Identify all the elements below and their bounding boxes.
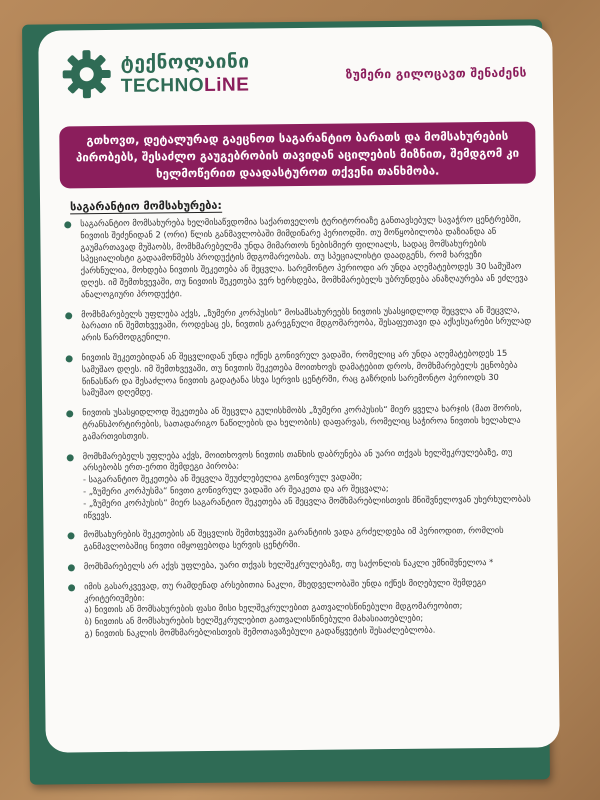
- list-item-text: მომხმარებელს უფლება აქვს, მოითხოვოს ნივთის თანხის დაბრუნება ან უარი თქვას ხელშეკრულებაზე, თუ არსებობს ერთ-ერთი შემდეგი პირობა: - საგარანტიო შეკეთება ან შეცვლა შეუძლებელია გონივრულ ვადაში; - „ზუმერი კორპუსმა“ ნივთი გონივრულ ვადაში არ შეაკეთა და არ შეცვალა; - „ზუმერი კორპუსის“ მიერ საგარანტიო შეკეთება ან შეცვლა მომხმარებლისთვის მნიშვნელოვან უხერხულობას იწვევს.: [82, 446, 531, 520]
- list-item-text: ნივთის უსასყიდლოდ შეკეთება ან შეცვლა გულისხმობს „ზუმერი კორპუსის“ მიერ ყველა ხარჯის (მათ შორის, ტრანსპორტირების, სათადარიგო ნაწილების და ხელობის) დაფარვას, რომელიც საჭიროა ნივთის ხელახლა გამართვისთვის.: [82, 402, 523, 442]
- technoline-logo: [58, 42, 289, 104]
- warranty-terms-list: [62, 214, 536, 649]
- bullet-icon: [66, 355, 73, 362]
- logo-latin-line: LiNE: [203, 74, 250, 96]
- logo-georgian-text: ტექნოლაინი: [120, 50, 250, 74]
- logo-latin-text: [121, 75, 250, 98]
- bullet-icon: [67, 454, 74, 461]
- header: [58, 40, 533, 107]
- list-item-text: იმის გასარკვევად, თუ რამდენად არსებითია ნაკლი, მხედველობაში უნდა იქნეს მიღებული შემდეგი კრიტერიუმები: ა) ნივთის ან მომსახურების ფასი მისი ხელშეკრულებით გათვალისწინებული მდგომარეობით; ბ) ნივთის ან მომსახურების ხელშეკრულებით გათვალისწინებული მახასიათებლები; გ) ნივთის ნაკლის მომხმარებლისთვის შემოთავაზებული გადაწყვეტის შესაძლებლობა.: [83, 576, 487, 639]
- list-item-text: მომხმარებელს არ აქვს უფლება, უარი თქვას ხელშეკრულებაზე, თუ საქონლის ნაკლი უმნიშვნელოა *: [83, 556, 494, 572]
- warranty-sheet: [38, 25, 560, 752]
- list-item-text: საგარანტიო მომსახურება ხელმისაწვდომია საქართველოს ტერიტორიაზე განთავსებულ სავაჭრო ცენტრებში, ნივთის შეძენიდან 2 (ორი) წლის განმავლობაში მიმდინარე პერიოდში. თუ მოწყობილობა დაზიანდა ან გაუმართავად მუშაობს, მომხმარებელმა უნდა მიმართოს ნებისმიერ ფილიალს, სადაც მომსახურების სპეციალისტი გადაამოწმებს პროდუქტის მდგომარეობას. თუ სპეციალისტი დაადგენს, რომ ხარვეზი ქარხნულია, მოხდება ნივთის შეკეთება ან შეცვლა. სარემონტო პერიოდი არ უნდა აღემატებოდეს 30 სამუშაო დღეს. იმ შემთხვევაში, თუ ნივთის შეკეთება ვერ ხერხდება, მომხმარებელს უბრუნდება ანაზღაურება ან ეძლევა ანალოგიური პროდუქტი.: [80, 213, 528, 300]
- list-item: [66, 556, 536, 573]
- document-title: ზუმერი გილოცავთ შენაძენს: [345, 65, 527, 82]
- list-item-text: ნივთის შეკეთებიდან ან შეცვლიდან უნდა იქნეს გონივრულ ვადაში, რომელიც არ უნდა აღემატებოდეს 15 სამუშაო დღეს. იმ შემთხვევაში, თუ ნივთის შეკეთება მოითხოვს დამატებით დროს, მომხმარებელს ეცნობება წინასწარ და შესაძლოა ნივთის გადატანა სხვა სერვის ცენტრში, რაც გაზრდის სარემონტო პერიოდს 30 სამუშაო დღემდე.: [81, 347, 518, 398]
- list-item: [63, 304, 533, 344]
- gear-icon: [60, 48, 113, 101]
- list-item: [62, 214, 533, 301]
- list-item-text: მომხმარებელს უფლება აქვს, „ზუმერი კორპუსის“ მოსამსახურეებს ნივთის უსასყიდლოდ შეცვლა ან შეცვლა, ბარათი ინ შემთხვევაში, როდესაც ეს, ნივთის გარეგნული მდგომარეობა, შესაფუთავი და აქსესუარები სრულად არის წარმოდგენილი.: [81, 304, 532, 343]
- bullet-icon: [64, 221, 71, 228]
- bullet-icon: [67, 533, 74, 540]
- bullet-icon: [65, 312, 72, 319]
- bullet-icon: [66, 411, 73, 418]
- logo-latin-techno: TECHNO: [120, 74, 205, 97]
- list-item-text: მომსახურების შეკეთების ან შეცვლის შემთხვევაში გარანტიის ვადა გრძელდება იმ პერიოდით, რომლის განმავლობაშიც ნივთი იმყოფებოდა სერვის ცენტრში.: [83, 525, 504, 552]
- bullet-icon: [68, 564, 75, 571]
- bullet-icon: [68, 584, 75, 591]
- list-item: [65, 446, 536, 522]
- list-item: [64, 348, 534, 400]
- notice-banner: გთხოვთ, დეტალურად გაეცნოთ საგარანტიო ბარათს და მომსახურების პირობებს, შესაძლო გაუგებრობის თავიდან აცილების მიზნით, შემდგომ კი ხელმოწერით დაადასტუროთ თქვენი თანხმობა.: [59, 122, 536, 189]
- list-item: [65, 525, 535, 554]
- list-item: [64, 403, 534, 443]
- list-item: [66, 576, 537, 640]
- section-title: საგარანტიო მომსახურება:: [70, 198, 222, 214]
